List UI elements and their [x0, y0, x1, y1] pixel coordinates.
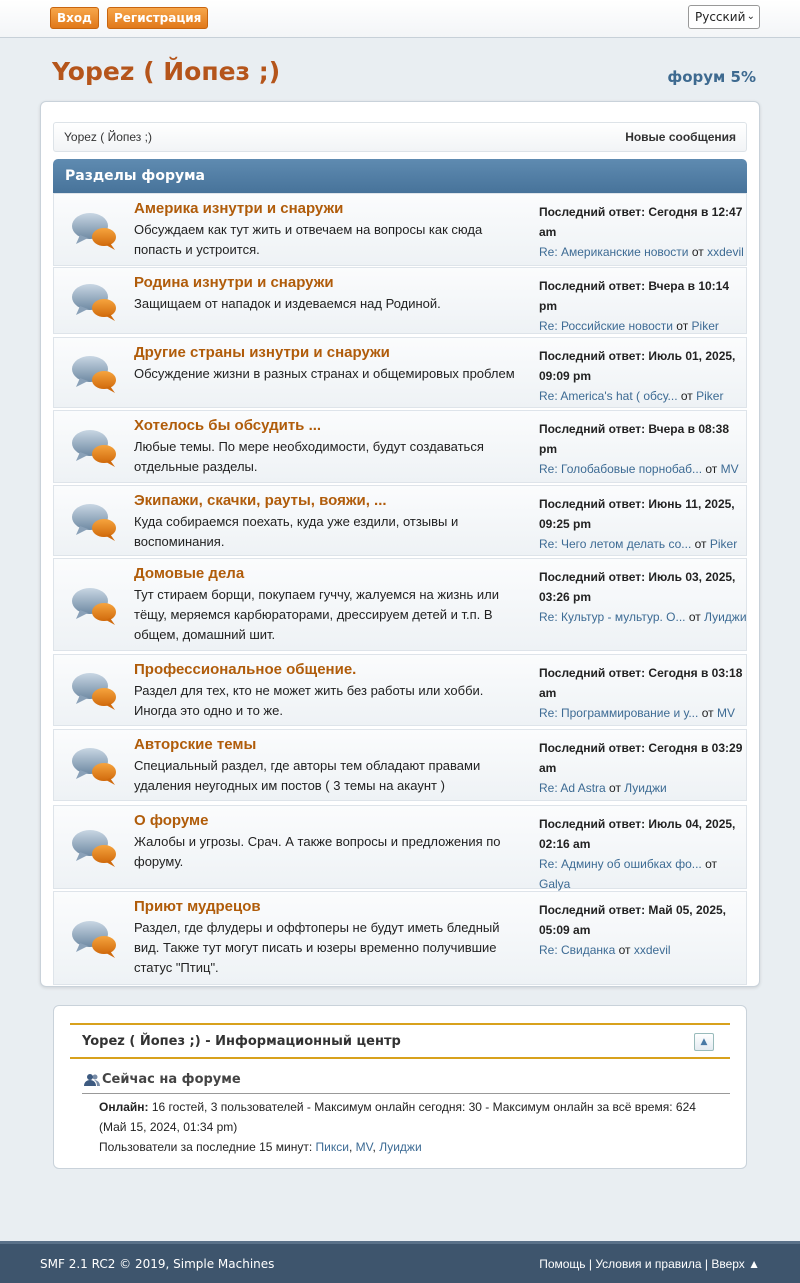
board-name-link[interactable]: Хотелось бы обсудить ... [134, 417, 322, 434]
last-post-topic-link[interactable]: Re: Свиданка [539, 943, 616, 957]
board-icon [70, 353, 120, 395]
board-icon [70, 670, 120, 712]
last-post [539, 567, 747, 627]
board-row [53, 558, 747, 651]
last-post [539, 346, 747, 406]
last-post [539, 276, 747, 336]
board-icon [70, 210, 120, 252]
new-posts-link[interactable]: Новые сообщения [625, 130, 736, 144]
last-post-topic-link[interactable]: Re: Российские новости [539, 319, 673, 333]
board-name-link[interactable]: Домовые дела [134, 565, 245, 582]
forum-title[interactable]: Yopez ( Йопез ;) [52, 57, 281, 86]
copyright[interactable]: SMF 2.1 RC2 © 2019, Simple Machines [40, 1257, 275, 1271]
collapse-toggle-icon[interactable]: ▲ [694, 1033, 714, 1051]
board-name-link[interactable]: Авторские темы [134, 736, 257, 753]
last-post-label: Последний ответ: [539, 279, 646, 293]
board-row [53, 193, 747, 266]
forum-slogan: форум 5% [667, 68, 756, 86]
last-post-by: от [680, 389, 693, 403]
last-post-by: от [688, 610, 701, 624]
last-post-time: Июль 01, 2025, 09:09 pm [539, 349, 736, 383]
board-row [53, 805, 747, 889]
board-description: Куда собираемся поехать, куда уже ездили, отзывы и воспоминания. [134, 514, 459, 549]
board-icon [70, 745, 120, 787]
login-button[interactable]: Вход [50, 7, 99, 29]
last-post-author-link[interactable]: Луиджи [704, 610, 747, 624]
board-row [53, 337, 747, 408]
chevron-down-icon: ⌄ [746, 11, 755, 22]
last-post-time: Сегодня в 03:29 am [539, 741, 743, 775]
last-post-topic-link[interactable]: Re: Культур - мультур. О... [539, 610, 686, 624]
online-heading-text: Сейчас на форуме [102, 1072, 241, 1087]
last-post-label: Последний ответ: [539, 497, 646, 511]
help-link[interactable]: Помощь [539, 1257, 586, 1271]
board-description: Защищаем от нападок и издеваемся над Родиной. [134, 296, 441, 311]
last-post-topic-link[interactable]: Re: America's hat ( обсу... [539, 389, 678, 403]
last-post-time: Июль 04, 2025, 02:16 am [539, 817, 736, 851]
board-description: Обсуждаем как тут жить и отвечаем на вопросы как сюда попасть и устроится. [134, 222, 483, 257]
last-post-topic-link[interactable]: Re: Чего летом делать со... [539, 537, 692, 551]
last-post [539, 663, 747, 723]
board-row [53, 891, 747, 985]
board-description: Любые темы. По мере необходимости, будут создаваться отдельные разделы. [134, 439, 484, 474]
last-post-label: Последний ответ: [539, 741, 646, 755]
last-post-author-link[interactable]: Piker [709, 537, 738, 551]
category-header: Разделы форума [53, 159, 747, 193]
top-bar [0, 0, 800, 38]
last-post [539, 738, 747, 798]
last-post-label: Последний ответ: [539, 422, 646, 436]
recent-label: Пользователи за последние 15 минут: [99, 1140, 313, 1154]
navigation-bar [53, 122, 747, 152]
last-post-by: от [705, 857, 718, 871]
board-icon [70, 827, 120, 869]
last-post-by: от [609, 781, 621, 795]
last-post-author-link[interactable]: Луиджи [624, 781, 667, 795]
last-post-author-link[interactable]: Piker [696, 389, 724, 403]
board-row [53, 485, 747, 556]
last-post-author-link[interactable]: MV [720, 462, 739, 476]
last-post-time: Сегодня в 03:18 am [539, 666, 743, 700]
board-icon [70, 501, 120, 543]
last-post-by: от [691, 245, 704, 259]
board-row [53, 654, 747, 726]
recent-user-link[interactable]: MV [355, 1140, 373, 1154]
last-post-author-link[interactable]: xxdevil [633, 943, 671, 957]
board-name-link[interactable]: О форуме [134, 812, 209, 829]
last-post-author-link[interactable]: Piker [691, 319, 719, 333]
language-value: Русский [695, 10, 746, 24]
last-post-topic-link[interactable]: Re: Голобабовые порнобаб... [539, 462, 703, 476]
last-post [539, 494, 747, 554]
last-post-author-link[interactable]: xxdevil [707, 245, 744, 259]
last-post-time: Вчера в 08:38 pm [539, 422, 730, 456]
last-post [539, 202, 747, 262]
recent-user-link[interactable]: Пикси [315, 1140, 349, 1154]
last-post-label: Последний ответ: [539, 205, 646, 219]
last-post-time: Вчера в 10:14 pm [539, 279, 730, 313]
language-select[interactable] [688, 5, 760, 29]
board-name-link[interactable]: Экипажи, скачки, рауты, вояжи, ... [134, 492, 387, 509]
last-post-by: от [676, 319, 689, 333]
board-row [53, 729, 747, 801]
recent-users: Пикси, MV, Луиджи [315, 1140, 422, 1154]
board-row [53, 410, 747, 483]
online-text: 16 гостей, 3 пользователей - Максимум онлайн сегодня: 30 - Максимум онлайн за всё время: 624 (Май 15, 2024, 01:34 pm) [99, 1100, 696, 1134]
last-post-label: Последний ответ: [539, 817, 646, 831]
users-icon [84, 1073, 100, 1087]
online-heading [82, 1069, 730, 1094]
last-post-by: от [618, 943, 631, 957]
info-center-title: Yopez ( Йопез ;) - Информационный центр [82, 1034, 401, 1049]
board-description: Раздел, где флудеры и оффтоперы не будут иметь бледный вид. Также тут могут писать и юзеры временно получившие статус "Птиц". [134, 920, 500, 975]
board-name-link[interactable]: Приют мудрецов [134, 898, 261, 915]
board-icon [70, 585, 120, 627]
last-post [539, 419, 747, 479]
last-post-label: Последний ответ: [539, 349, 646, 363]
last-post-time: Сегодня в 12:47 am [539, 205, 743, 239]
footer-links: Помощь | Условия и правила | Вверх ▲ [539, 1257, 760, 1271]
online-stats [99, 1097, 699, 1157]
board-icon [70, 427, 120, 469]
last-post-label: Последний ответ: [539, 570, 646, 584]
last-post-topic-link[interactable]: Re: Ad Astra [539, 781, 606, 795]
board-description: Тут стираем борщи, покупаем гуччу, жалуемся на жизнь или тёщу, меряемся карбюраторами, дрессируем детей и т.п. В общем, домашний шит. [134, 587, 499, 642]
last-post-author-link[interactable]: Galya [539, 877, 571, 891]
info-center-header [70, 1023, 730, 1059]
board-description: Жалобы и угрозы. Срач. А также вопросы и предложения по форуму. [134, 834, 501, 869]
last-post-author-link[interactable]: MV [716, 706, 735, 720]
last-post-topic-link[interactable]: Re: Американские новости [539, 245, 689, 259]
last-post [539, 900, 747, 960]
board-description: Специальный раздел, где авторы тем обладают правами удаления неугодных им постов ( 3 темы на акаунт ) [134, 758, 481, 793]
last-post-time: Июль 03, 2025, 03:26 pm [539, 570, 736, 604]
board-icon [70, 281, 120, 323]
last-post-by: от [701, 706, 714, 720]
footer [0, 1241, 800, 1283]
board-name-link[interactable]: Америка изнутри и снаружи [134, 200, 344, 217]
breadcrumb[interactable]: Yopez ( Йопез ;) [64, 130, 152, 144]
online-label: Онлайн: [99, 1100, 149, 1114]
last-post-by: от [694, 537, 707, 551]
board-row [53, 267, 747, 334]
top-link[interactable]: Вверх ▲ [711, 1257, 760, 1271]
last-post-time: Май 05, 2025, 05:09 am [539, 903, 726, 937]
board-icon [70, 918, 120, 960]
last-post-label: Последний ответ: [539, 903, 646, 917]
board-description: Раздел для тех, кто не может жить без работы или хобби. Иногда это одно и то же. [134, 683, 484, 718]
board-name-link[interactable]: Родина изнутри и снаружи [134, 274, 334, 291]
last-post-topic-link[interactable]: Re: Админу об ошибках фо... [539, 857, 702, 871]
last-post-topic-link[interactable]: Re: Программирование и у... [539, 706, 699, 720]
board-name-link[interactable]: Профессиональное общение. [134, 661, 357, 678]
terms-link[interactable]: Условия и правила [595, 1257, 702, 1271]
last-post [539, 814, 747, 894]
register-button[interactable]: Регистрация [107, 7, 208, 29]
board-name-link[interactable]: Другие страны изнутри и снаружи [134, 344, 390, 361]
last-post-by: от [705, 462, 718, 476]
board-description: Обсуждение жизни в разных странах и общемировых проблем [134, 366, 515, 381]
last-post-time: Июнь 11, 2025, 09:25 pm [539, 497, 735, 531]
last-post-label: Последний ответ: [539, 666, 646, 680]
recent-user-link[interactable]: Луиджи [379, 1140, 422, 1154]
